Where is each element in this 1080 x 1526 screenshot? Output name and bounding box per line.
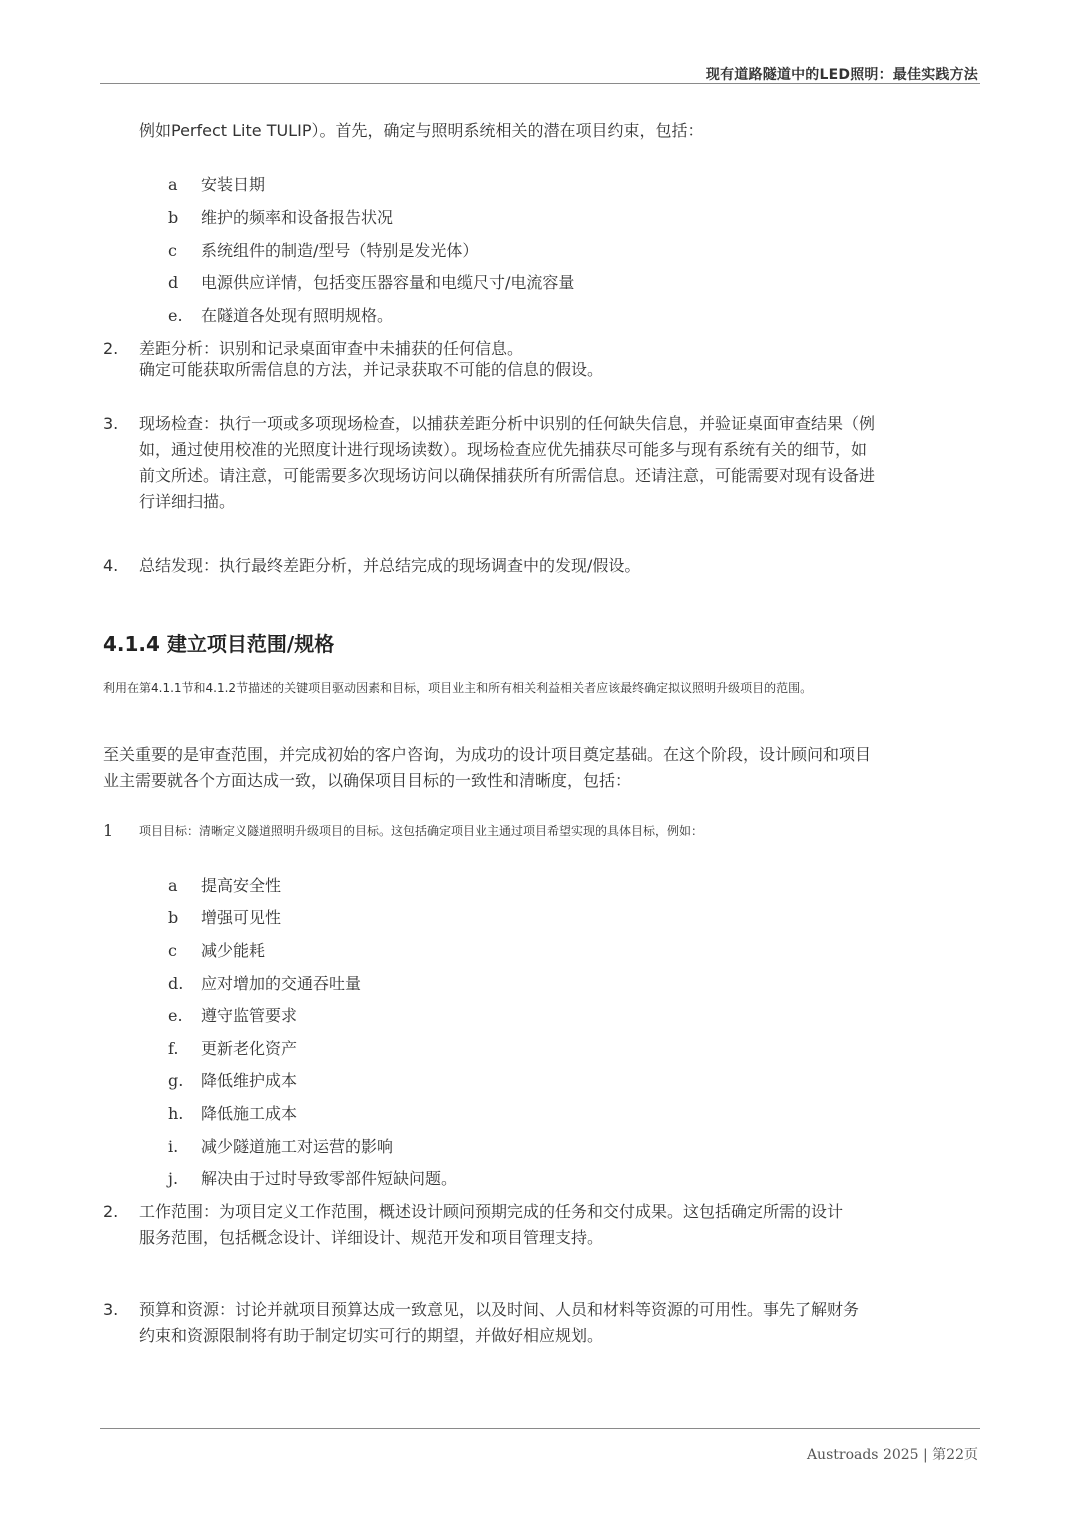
step-number: 2. — [103, 339, 119, 358]
objective-marker: j. — [168, 1169, 179, 1188]
section-heading: 4.1.4 建立项目范围/规格 — [103, 632, 335, 656]
objective-text: 应对增加的交通吞吐量 — [201, 974, 362, 993]
step-number: 3. — [103, 414, 119, 433]
objective-text: 遵守监管要求 — [201, 1006, 298, 1025]
header-divider — [100, 83, 980, 84]
constraint-marker: d — [168, 273, 179, 292]
objective-text: 更新老化资产 — [201, 1039, 298, 1058]
item-line: 约束和资源限制将有助于制定切实可行的期望，并做好相应规划。 — [139, 1326, 604, 1345]
step-line: 现场检查：执行一项或多项现场检查，以捕获差距分析中识别的任何缺失信息，并验证桌面审查结果（例 — [139, 414, 876, 433]
objective-text: 增强可见性 — [201, 908, 282, 927]
running-header-title: 现有道路隧道中的LED照明：最佳实践方法 — [705, 67, 978, 83]
objective-marker: b — [168, 908, 179, 927]
section-note: 利用在第4.1.1节和4.1.2节描述的关键项目驱动因素和目标，项目业主和所有相关利益相关者应该最终确定拟议照明升级项目的范围。 — [103, 681, 813, 695]
step-line: 前文所述。请注意，可能需要多次现场访问以确保捕获所有所需信息。还请注意，可能需要对现有设备进 — [139, 466, 876, 485]
item-text: 项目目标：清晰定义隧道照明升级项目的目标。这包括确定项目业主通过项目希望实现的具体目标，例如： — [139, 824, 704, 838]
item-line: 预算和资源：讨论并就项目预算达成一致意见，以及时间、人员和材料等资源的可用性。事先了解财务 — [139, 1300, 860, 1319]
item-number: 3. — [103, 1300, 119, 1319]
constraint-marker: a — [168, 175, 178, 194]
constraint-marker: e. — [168, 306, 183, 325]
constraint-marker: b — [168, 208, 179, 227]
step-line: 如，通过使用校准的光照度计进行现场读数）。现场检查应优先捕获尽可能多与现有系统有关的细节，如 — [139, 440, 868, 459]
objective-marker: d. — [168, 974, 184, 993]
objective-marker: f. — [168, 1039, 179, 1058]
item-line: 工作范围：为项目定义工作范围，概述设计顾问预期完成的任务和交付成果。这包括确定所需的设计 — [139, 1202, 844, 1221]
step-line: 确定可能获取所需信息的方法，并记录获取不可能的信息的假设。 — [139, 360, 604, 379]
objective-marker: i. — [168, 1137, 179, 1156]
objective-text: 降低施工成本 — [201, 1104, 298, 1123]
step-line: 总结发现：执行最终差距分析，并总结完成的现场调查中的发现/假设。 — [139, 556, 641, 575]
objective-marker: h. — [168, 1104, 184, 1123]
objective-text: 解决由于过时导致零部件短缺问题。 — [201, 1169, 458, 1188]
footer-divider — [100, 1428, 980, 1429]
step-number: 4. — [103, 556, 119, 575]
section-paragraph-line: 至关重要的是审查范围，并完成初始的客户咨询，为成功的设计项目奠定基础。在这个阶段，设计顾问和项目 — [103, 745, 872, 764]
step-line: 行详细扫描。 — [139, 492, 236, 511]
objective-marker: e. — [168, 1006, 183, 1025]
objective-marker: a — [168, 876, 178, 895]
constraint-text: 维护的频率和设备报告状况 — [201, 208, 394, 227]
page-footer: Austroads 2025 | 第22页 — [806, 1447, 978, 1463]
objective-text: 提高安全性 — [201, 876, 282, 895]
objective-marker: g. — [168, 1071, 184, 1090]
item-number: 2. — [103, 1202, 119, 1221]
item-number: 1 — [103, 821, 114, 840]
section-paragraph-line: 业主需要就各个方面达成一致，以确保项目目标的一致性和清晰度，包括： — [103, 771, 632, 790]
objective-text: 减少隧道施工对运营的影响 — [201, 1137, 394, 1156]
constraint-text: 安装日期 — [201, 175, 266, 194]
objective-text: 减少能耗 — [201, 941, 266, 960]
constraint-marker: c — [168, 241, 177, 260]
step-line: 差距分析：识别和记录桌面审查中未捕获的任何信息。 — [139, 339, 524, 358]
constraint-text: 电源供应详情，包括变压器容量和电缆尺寸/电流容量 — [201, 273, 575, 292]
objective-marker: c — [168, 941, 177, 960]
objective-text: 降低维护成本 — [201, 1071, 298, 1090]
constraint-text: 在隧道各处现有照明规格。 — [201, 306, 394, 325]
constraint-text: 系统组件的制造/型号（特别是发光体） — [201, 241, 479, 260]
intro-paragraph: 例如Perfect Lite TULIP）。首先，确定与照明系统相关的潜在项目约束，包括： — [139, 121, 704, 140]
item-line: 服务范围，包括概念设计、详细设计、规范开发和项目管理支持。 — [139, 1228, 604, 1247]
